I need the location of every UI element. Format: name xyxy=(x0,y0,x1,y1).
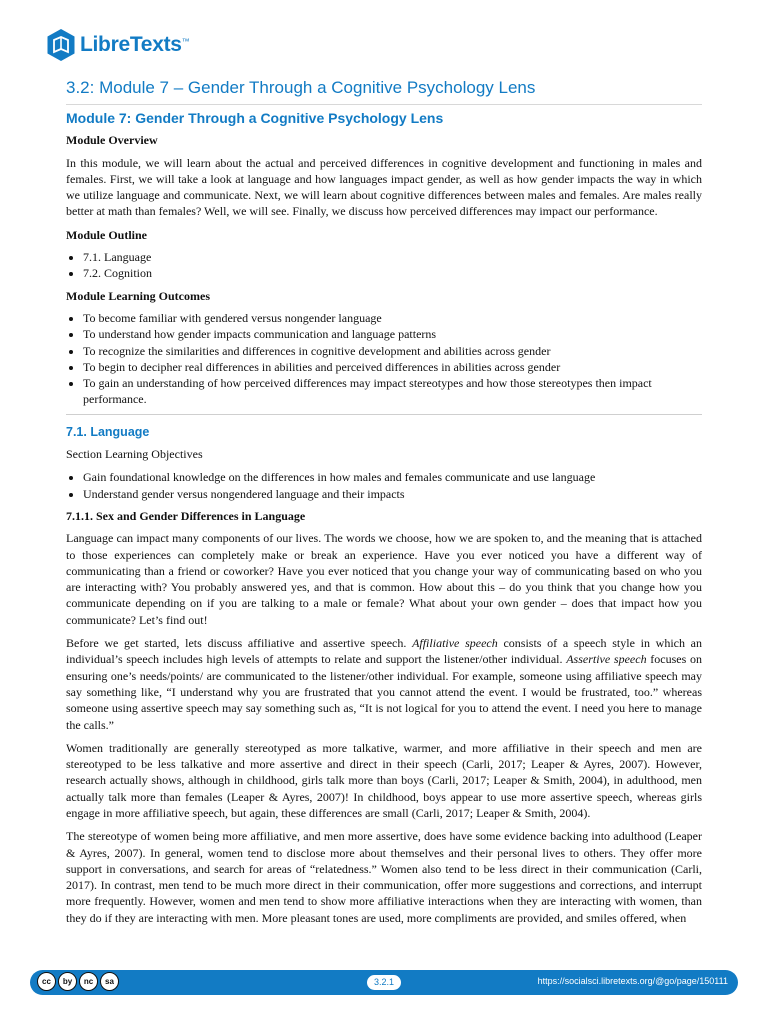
cc-icon: cc xyxy=(37,972,56,991)
outline-list xyxy=(66,249,702,282)
main-content xyxy=(66,110,702,933)
outcome-item: • To begin to decipher real differences in abilities and perceived differences in abilities across gender xyxy=(83,359,702,375)
objective-item: • Understand gender versus nongendered language and their impacts xyxy=(83,486,702,502)
overview-heading: Module Overview xyxy=(66,133,158,148)
libretexts-hexagon-icon xyxy=(46,28,76,62)
module-heading: Module 7: Gender Through a Cognitive Psychology Lens xyxy=(66,110,444,126)
objectives-heading: Section Learning Objectives xyxy=(66,447,203,462)
objective-item: • Gain foundational knowledge on the differences in how males and females communicate and use language xyxy=(83,469,702,485)
section-divider xyxy=(66,414,702,415)
license-badge[interactable] xyxy=(37,972,119,991)
nc-icon: nc xyxy=(79,972,98,991)
page-title: 3.2: Module 7 – Gender Through a Cognitive Psychology Lens xyxy=(66,78,702,105)
objectives-list xyxy=(66,469,702,502)
sa-icon: sa xyxy=(100,972,119,991)
paragraph-intro: Language can impact many components of our lives. The words we choose, how we are spoken to, and the meaning that is attached to those experiences can completely make or break an experience. Have you ever noticed you have a different way of communicating than a friend or coworker? Have you ever noticed that you change your way of communicating based on who you are interacting with? You probably answered yes, and that is common. How about this – do you think that you change how you communicate depending on if you are talking to a male or female? What about your own gender – does that impact how you communicate? Let’s find out! xyxy=(66,531,702,627)
page-url[interactable]: https://socialsci.libretexts.org/@go/page/150111 xyxy=(537,976,728,986)
brand-name: LibreTexts™ xyxy=(80,33,190,56)
outcomes-heading: Module Learning Outcomes xyxy=(66,288,210,303)
by-icon: by xyxy=(58,972,77,991)
overview-text: In this module, we will learn about the actual and perceived differences in cognitive development and functioning in males and females. First, we will take a look at language and how languages impact gender, as well as how gender impacts the way in which we utilize language and communicate. Next, we will learn about cognitive differences between males and females. Are males really better at math than females? Well, we will see. Finally, we discuss how perceived differences may impact our performance. xyxy=(66,155,702,219)
paragraph-adulthood: The stereotype of women being more affiliative, and men more assertive, does have some evidence backing into adulthood (Leaper & Ayres, 2007). In general, women tend to disclose more about themselves and their personal lives to others. They offer more support in conversations, and search for areas of “relatedness.” Women also tend to be less direct in their communication (Carli, 2017). In contrast, men tend to be much more direct in their communication, offer more suggestions and corrections, and interrupt more frequently. However, women and men tend to show more affiliative interactions when they are interacting with women, than they do if they are interacting with men. More pleasant tones are used, more compliments are provided, and smiles offered, when xyxy=(66,829,702,925)
subsection-heading: 7.1.1. Sex and Gender Differences in Language xyxy=(66,508,306,523)
page-number: 3.2.1 xyxy=(367,975,401,990)
outcome-item: • To gain an understanding of how perceived differences may impact stereotypes and how those stereotypes then impact performance. xyxy=(83,375,702,408)
term-assertive-speech: Assertive speech xyxy=(566,652,647,667)
outcome-item: • To understand how gender impacts communication and language patterns xyxy=(83,326,702,342)
page-footer xyxy=(30,970,738,995)
outline-item: • 7.2. Cognition xyxy=(83,265,702,281)
outline-heading: Module Outline xyxy=(66,227,148,242)
paragraph-speech-styles: Before we get started, lets discuss affiliative and assertive speech. Affiliative speech consists of a speech style in which an individual’s speech includes high levels of attempts to relate and support the listener/other individual. Assertive speech focuses on ensuring one’s needs/points/ are communicated to the listener/other individual. For example, someone using affiliative speech may say something like, “I understand why you are frustrated that you cannot attend the event. I would be frustrated, too.” whereas someone using assertive speech may say something such as, “It is not logical for you to attend the event. I need you here to manage the calls.” xyxy=(66,636,703,732)
outcome-item: • To recognize the similarities and differences in cognitive development and abilities across gender xyxy=(83,343,702,359)
outline-item: • 7.1. Language xyxy=(83,249,702,265)
paragraph-stereotypes: Women traditionally are generally stereotyped as more talkative, warmer, and more affiliative in their speech and men are stereotyped to be less talkative and more assertive and direct in their speech (Carli, 2017; Leaper & Ayres, 2007). However, research actually shows, although in childhood, girls talk more than boys (Carli, 2017; Leaper & Smith, 2004), in adulthood, men actually talk more than females (Leaper & Ayres, 2007)! In childhood, boys appear to use more assertive speech, whereas girls engage in more affiliative speech, but again, these differences are small (Carli, 2017; Leaper & Smith, 2004). xyxy=(66,740,702,820)
outcome-item: • To become familiar with gendered versus nongender language xyxy=(83,310,702,326)
libretexts-logo[interactable] xyxy=(46,27,189,63)
section-heading: 7.1. Language xyxy=(66,424,150,439)
term-affiliative-speech: Affiliative speech xyxy=(412,636,498,651)
outcomes-list xyxy=(66,310,702,408)
